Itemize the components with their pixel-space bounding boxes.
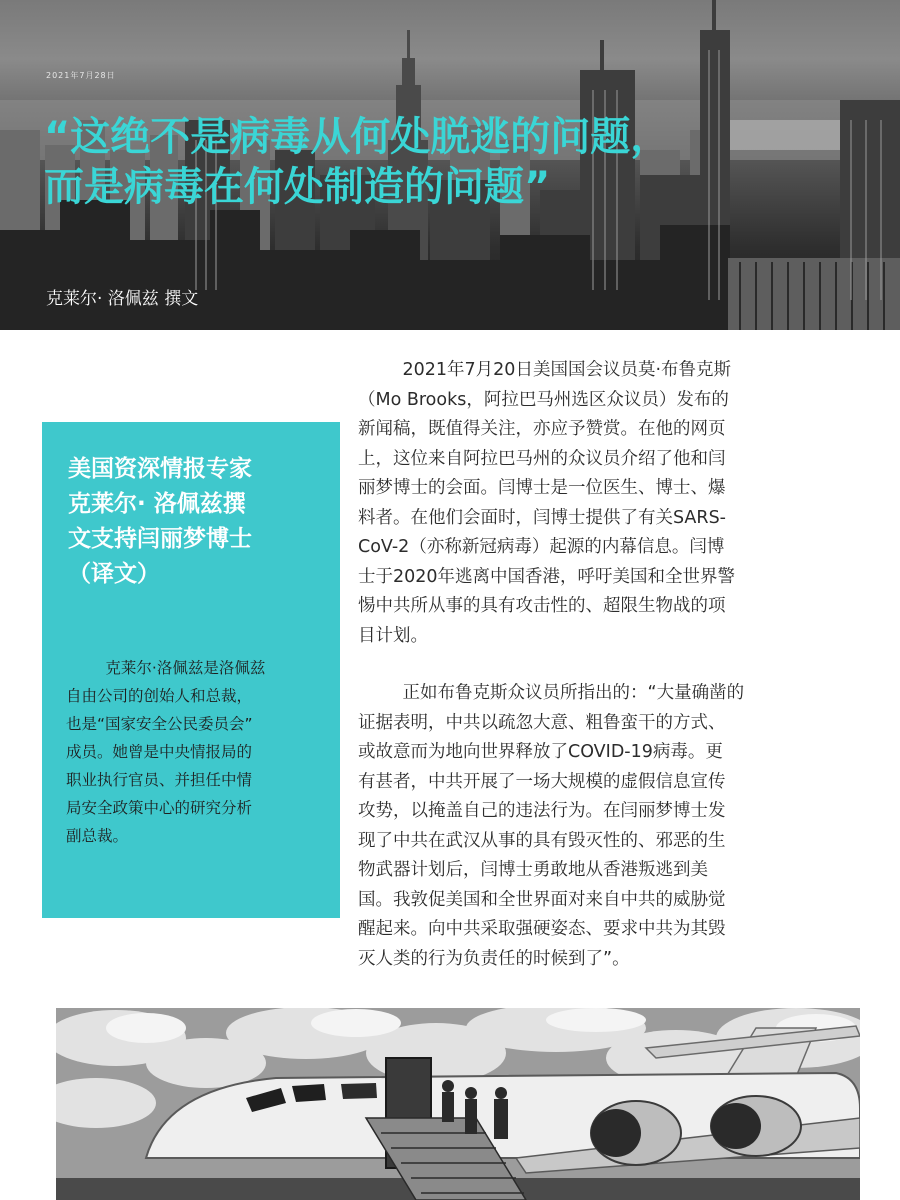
sidebar-title-line: 文支持闫丽梦博士 xyxy=(68,526,252,552)
paragraph-line: 醒起来。向中共采取强硬姿态、要求中共为其毁 xyxy=(358,919,726,939)
headline-line: 而是病毒在何处制造的问题” xyxy=(44,164,551,210)
paragraph-line: 证据表明，中共以疏忽大意、粗鲁蛮干的方式、 xyxy=(358,712,726,733)
paragraph-line: 上，这位来自阿拉巴马州的众议员介绍了他和闫 xyxy=(358,448,726,469)
airplane-photo xyxy=(56,1008,860,1200)
sidebar-title xyxy=(68,452,324,592)
headline-line: “这绝不是病毒从何处脱逃的问题， xyxy=(44,114,671,160)
author-bio-line: 也是“国家安全公民委员会” xyxy=(66,715,253,733)
headline xyxy=(44,112,804,212)
paragraph-line: 目计划。 xyxy=(358,625,428,646)
paragraph-line: 有甚者，中共开展了一场大规模的虚假信息宣传 xyxy=(358,771,726,792)
paragraph-line: 料者。在他们会面时，闫博士提供了有关SARS- xyxy=(358,507,726,528)
author-byline: 克莱尔· 洛佩兹 撰文 xyxy=(46,289,199,309)
paragraph-line: 攻势，以掩盖自己的违法行为。在闫丽梦博士发 xyxy=(358,801,726,821)
paragraph-line: 丽梦博士的会面。闫博士是一位医生、博士、爆 xyxy=(358,478,726,498)
author-bio-line: 局安全政策中心的研究分析 xyxy=(66,799,253,817)
paragraph-line: 新闻稿，既值得关注，亦应予赞赏。在他的网页 xyxy=(358,419,726,439)
author-bio-line: 职业执行官员、并担任中情 xyxy=(66,771,253,789)
author-bio xyxy=(66,654,328,850)
article-paragraph-2 xyxy=(358,679,858,974)
paragraph-line: 物武器计划后，闫博士勇敢地从香港叛逃到美 xyxy=(358,860,708,880)
author-bio-line: 克莱尔·洛佩兹是洛佩兹 xyxy=(66,659,266,677)
paragraph-line: 2021年7月20日美国国会议员莫·布鲁克斯 xyxy=(358,360,732,380)
paragraph-line: （Mo Brooks，阿拉巴马州选区众议员）发布的 xyxy=(358,389,729,410)
author-bio-line: 自由公司的创始人和总裁， xyxy=(66,687,253,705)
paragraph-line: 士于2020年逃离中国香港，呼吁美国和全世界警 xyxy=(358,566,736,587)
paragraph-line: 灭人类的行为负责任的时候到了”。 xyxy=(358,948,630,969)
article-paragraph-1 xyxy=(358,356,858,651)
publish-date: 2021年7月28日 xyxy=(46,71,116,80)
paragraph-line: 或故意而为地向世界释放了COVID-19病毒。更 xyxy=(358,742,723,762)
airplane-image xyxy=(56,1008,860,1200)
sidebar-title-line: （译文） xyxy=(68,561,160,587)
header-city-photo xyxy=(0,0,900,330)
sidebar-title-line: 克莱尔· 洛佩兹撰 xyxy=(68,491,246,517)
paragraph-line: CoV-2（亦称新冠病毒）起源的内幕信息。闫博 xyxy=(358,537,725,557)
paragraph-line: 现了中共在武汉从事的具有毁灭性的、邪恶的生 xyxy=(358,830,726,851)
paragraph-line: 惕中共所从事的具有攻击性的、超限生物战的项 xyxy=(358,596,726,616)
paragraph-line: 国。我敦促美国和全世界面对来自中共的威胁觉 xyxy=(358,889,726,910)
sidebar-box xyxy=(42,422,340,918)
author-bio-line: 成员。她曾是中央情报局的 xyxy=(66,743,253,761)
paragraph-line: 正如布鲁克斯众议员所指出的：“大量确凿的 xyxy=(358,683,745,703)
sidebar-title-line: 美国资深情报专家 xyxy=(68,456,252,482)
author-bio-line: 副总裁。 xyxy=(66,827,129,845)
